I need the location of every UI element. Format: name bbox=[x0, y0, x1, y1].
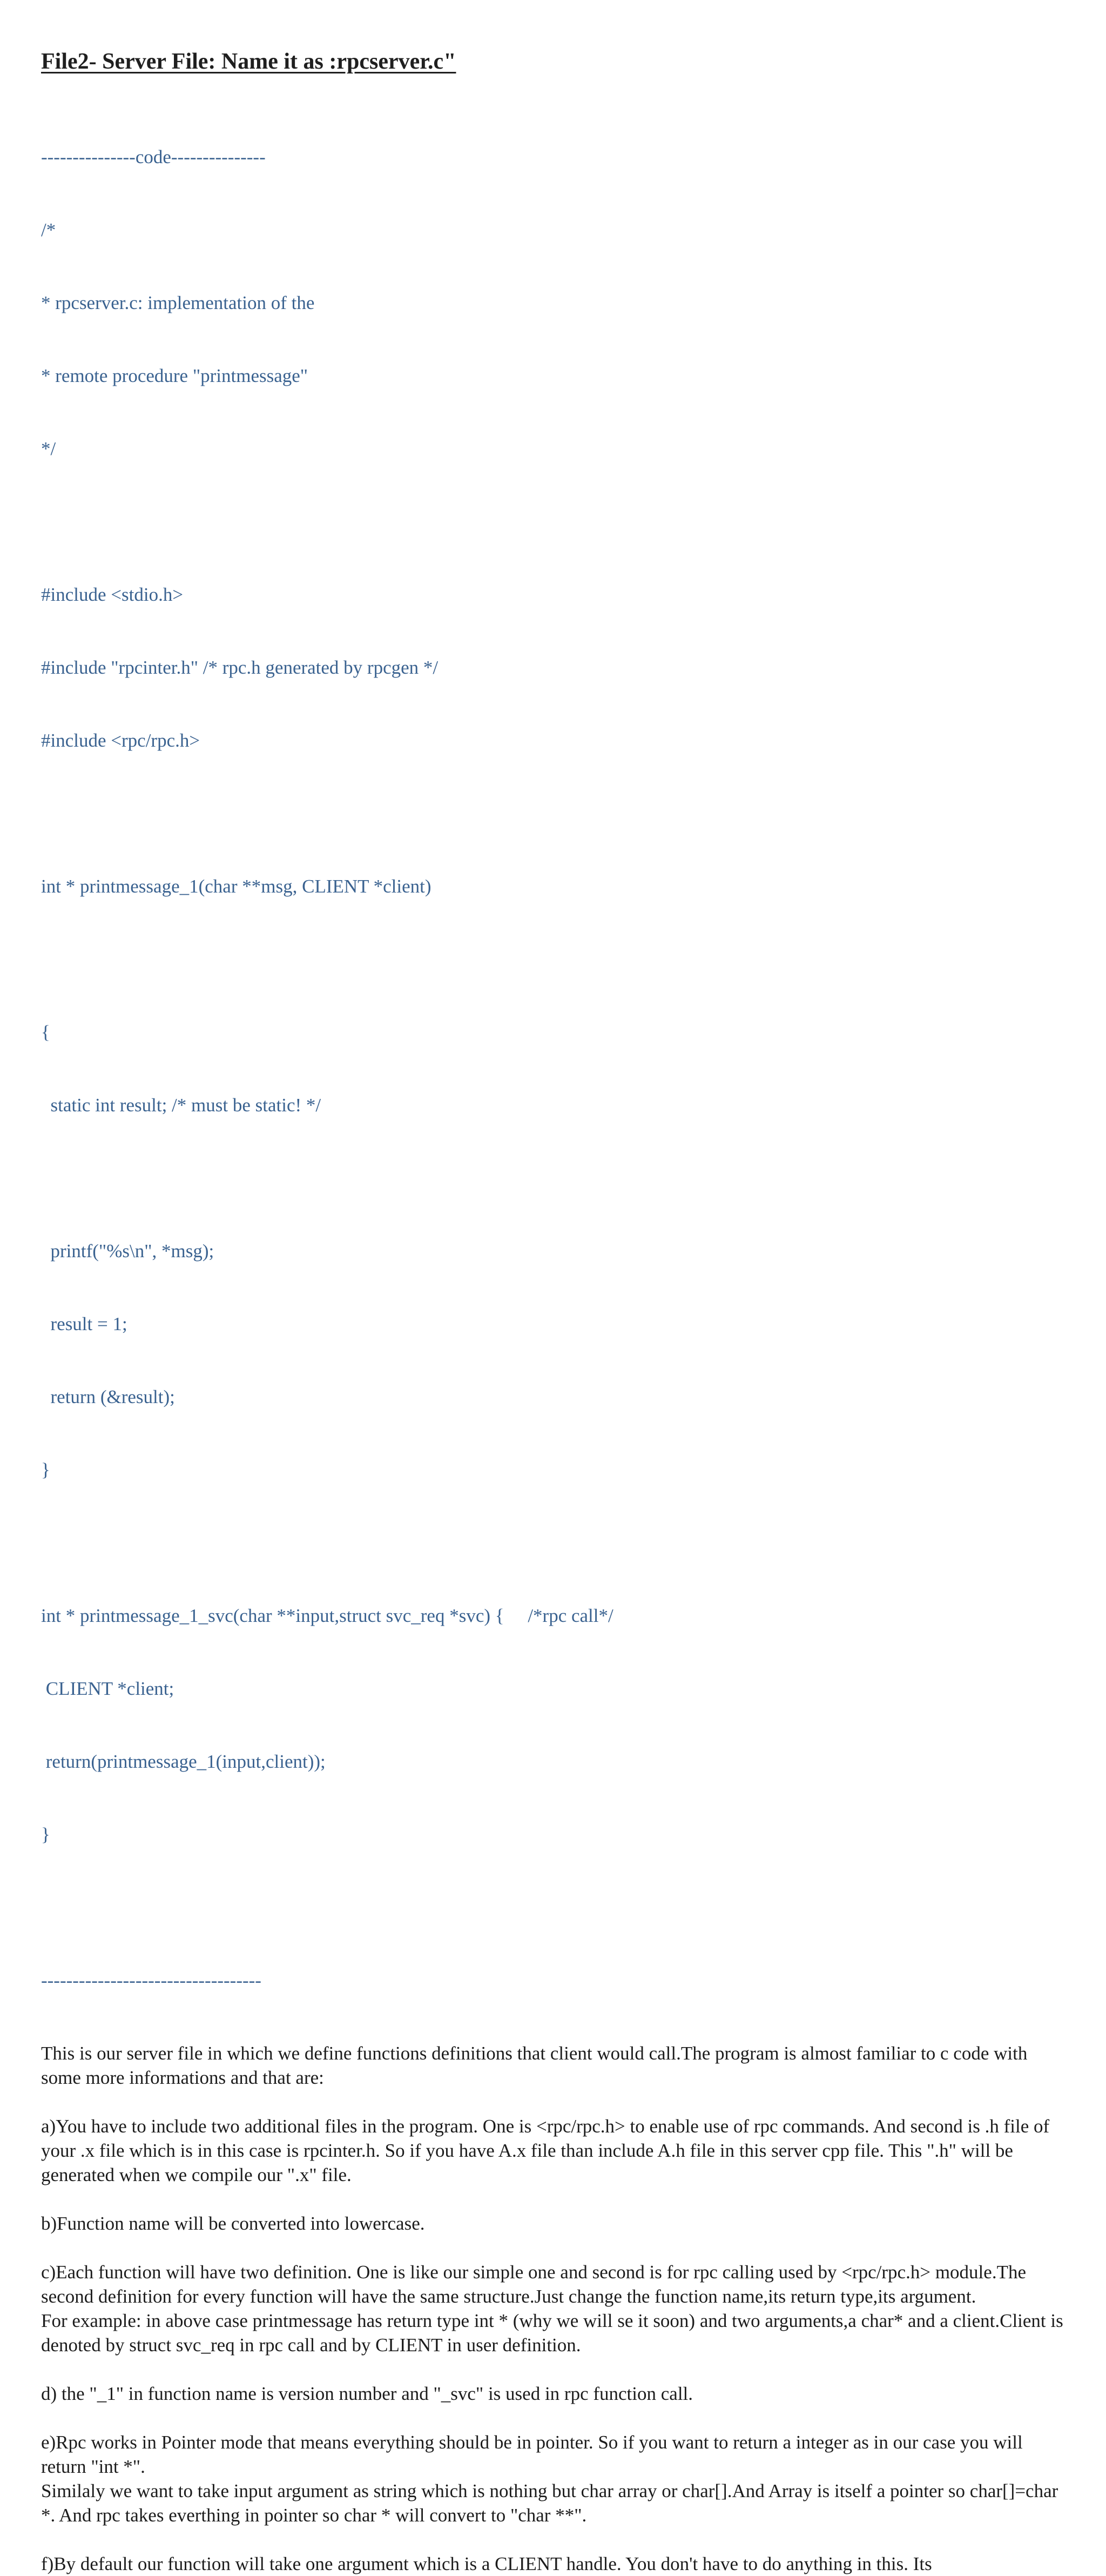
code-line bbox=[41, 1531, 1067, 1555]
code-line: CLIENT *client; bbox=[41, 1678, 174, 1699]
point-e-paragraph bbox=[41, 2430, 1067, 2527]
point-d-paragraph: d) the "_1" in function name is version number and "_svc" is used in rpc function call. bbox=[41, 2383, 693, 2404]
code-line bbox=[41, 947, 1067, 971]
code-line: #include <rpc/rpc.h> bbox=[41, 730, 200, 751]
point-a-paragraph: a)You have to include two additional files in the program. One is <rpc/rpc.h> to enable use of rpc commands. And second is .h file of your .x file which is in this case is rpcinter.h. So if you have A.x file than include A.h file in this server cpp file. This ".h" will be generated when we compile our ".x" file. bbox=[41, 2116, 1050, 2185]
code-line: */ bbox=[41, 438, 56, 459]
document-title: File2- Server File: Name it as :rpcserver.c" bbox=[41, 49, 456, 74]
code-line: * remote procedure "printmessage" bbox=[41, 365, 308, 386]
explanation-text bbox=[41, 2041, 1067, 2576]
code-line bbox=[41, 509, 1067, 534]
code-line: { bbox=[41, 1022, 50, 1043]
point-b-paragraph: b)Function name will be converted into lowercase. bbox=[41, 2213, 425, 2234]
point-e-text: e)Rpc works in Pointer mode that means everything should be in pointer. So if you want to return a integer as in our case you will return "int *". bbox=[41, 2432, 1023, 2477]
code-line: int * printmessage_1(char **msg, CLIENT *client) bbox=[41, 876, 431, 897]
code-line: return(printmessage_1(input,client)); bbox=[41, 1751, 326, 1772]
point-e-similarly: Similaly we want to take input argument as string which is nothing but char array or char[].And Array is itself a pointer so char[]=char *. And rpc takes everthing in pointer so char * will convert to "char **". bbox=[41, 2480, 1058, 2526]
code-line bbox=[41, 1895, 1067, 1920]
code-line: int * printmessage_1_svc(char **input,struct svc_req *svc) { /*rpc call*/ bbox=[41, 1605, 613, 1626]
point-c-paragraph bbox=[41, 2260, 1067, 2357]
code-line: return (&result); bbox=[41, 1386, 175, 1407]
code-line: ---------------code--------------- bbox=[41, 146, 266, 167]
code-line: #include "rpcinter.h" /* rpc.h generated by rpcgen */ bbox=[41, 657, 439, 678]
code-line: } bbox=[41, 1459, 50, 1480]
point-f-paragraph: f)By default our function will take one argument which is a CLIENT handle. You don't have to do anything in this. Its bbox=[41, 2553, 932, 2574]
code-line bbox=[41, 1166, 1067, 1190]
code-line: ----------------------------------- bbox=[41, 1970, 261, 1991]
code-line bbox=[41, 801, 1067, 826]
code-line: /* bbox=[41, 219, 56, 240]
code-block bbox=[41, 96, 1067, 2041]
document-page bbox=[41, 44, 1067, 2576]
intro-paragraph: This is our server file in which we define functions definitions that client would call.The program is almost familiar to c code with some more informations and that are: bbox=[41, 2043, 1028, 2088]
code-line: result = 1; bbox=[41, 1313, 127, 1334]
code-line: * rpcserver.c: implementation of the bbox=[41, 292, 315, 313]
code-line: static int result; /* must be static! */ bbox=[41, 1095, 321, 1116]
code-line: } bbox=[41, 1824, 50, 1845]
point-c-text: c)Each function will have two definition. One is like our simple one and second is for rpc calling used by <rpc/rpc.h> module.The second definition for every function will have the same structure.Just change the function name,its return type,its argument. bbox=[41, 2262, 1026, 2307]
code-line: printf("%s\n", *msg); bbox=[41, 1240, 214, 1262]
point-c-example: For example: in above case printmessage has return type int * (why we will se it soon) and two arguments,a char* and a client.Client is denoted by struct svc_req in rpc call and by CLIENT in user definition. bbox=[41, 2310, 1063, 2356]
code-line: #include <stdio.h> bbox=[41, 584, 184, 605]
